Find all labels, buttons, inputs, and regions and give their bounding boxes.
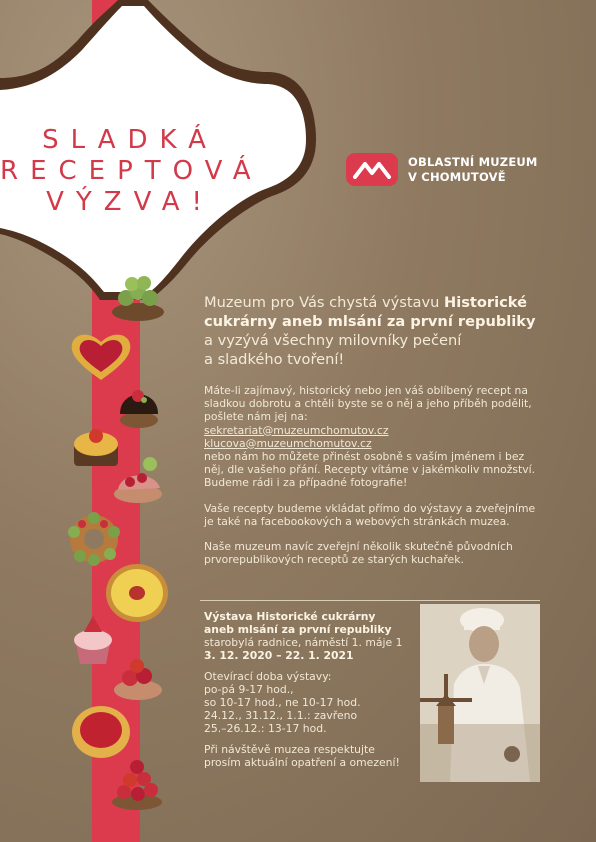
email-link-2[interactable]: klucova@muzeumchomutov.cz	[204, 436, 372, 450]
museum-name	[408, 155, 538, 185]
title-line-1: SLADKÁ	[42, 125, 218, 155]
intro-line-3: a vyzývá všechny milovníky pečení	[204, 332, 462, 349]
intro-line-4: a sladkého tvoření!	[204, 351, 345, 368]
exhibition-venue: starobylá radnice, náměstí 1. máje 1	[204, 636, 403, 649]
title-line-2: RECEPTOVÁ	[0, 156, 263, 186]
museum-logo	[346, 153, 538, 186]
cherry-pastry-illustration	[110, 450, 168, 506]
intro-bold-2: cukrárny aneb mlsání za první republiky	[204, 313, 536, 330]
paragraph-1-after: nebo nám ho můžete přinést osobně s vaším jménem i bez něj, dle vašeho přání. Recepty vítáme v jakémkoliv množství. Budeme rádi i za případné fotografie!	[204, 450, 536, 490]
intro-part-1: Muzeum pro Vás chystá výstavu	[204, 294, 445, 311]
grape-cake-illustration	[108, 272, 168, 324]
berry-tartlet-illustration	[110, 650, 166, 706]
notice-line-1: Při návštěvě muzea respektujte	[204, 743, 375, 756]
green-wreath-illustration	[64, 510, 124, 568]
notice-line-2: prosím aktuální opatření a omezení!	[204, 756, 400, 769]
poster-title	[0, 125, 263, 218]
visitor-notice	[204, 743, 419, 769]
exhibition-info	[204, 610, 419, 777]
cherry-mound-illustration	[108, 752, 166, 812]
paragraph-2: Vaše recepty budeme vkládat přímo do výstavy a zveřejníme je také na facebookových a webových stránkách muzea.	[204, 501, 536, 528]
museum-m-logo-icon	[346, 153, 398, 186]
divider	[200, 600, 540, 601]
paragraph-3: Naše muzeum navíc zveřejní několik skutečně původních prvorepublikových receptů ze starých kuchařek.	[204, 540, 513, 567]
exhibition-dates: 3. 12. 2020 – 22. 1. 2021	[204, 649, 354, 662]
exhibition-title-2: aneb mlsání za první republiky	[204, 623, 392, 636]
email-link-1[interactable]: sekretariat@muzeumchomutov.cz	[204, 423, 389, 437]
confectioner-photo-illustration	[420, 604, 540, 782]
paragraph-1-before: Máte-li zajímavý, historický nebo jen váš oblíbený recept na sladkou dobrotu a chtěli byste se o něj a jeho příběh podělit, pošlete nám jej na:	[204, 384, 532, 424]
intro-text	[204, 293, 554, 369]
museum-name-line-1: OBLASTNÍ MUZEUM	[408, 154, 538, 169]
title-line-3: VÝZVA!	[46, 187, 214, 217]
exhibition-title-1: Výstava Historické cukrárny	[204, 610, 376, 623]
hours-line-1: po-pá 9-17 hod.,	[204, 683, 294, 696]
hours-line-2: so 10-17 hod., ne 10-17 hod.	[204, 696, 361, 709]
opening-hours	[204, 670, 419, 735]
hours-line-3: 24.12., 31.12., 1.1.: zavřeno	[204, 709, 358, 722]
intro-bold-1: Historické	[444, 294, 527, 311]
body-text	[204, 384, 544, 578]
confectioner-photo	[420, 604, 540, 782]
exhibition-header	[204, 610, 419, 662]
museum-name-line-2: V CHOMUTOVĚ	[408, 169, 506, 184]
hours-line-4: 25.–26.12.: 13-17 hod.	[204, 722, 327, 735]
paragraph-1	[204, 384, 544, 490]
hours-heading: Otevírací doba výstavy:	[204, 670, 332, 683]
